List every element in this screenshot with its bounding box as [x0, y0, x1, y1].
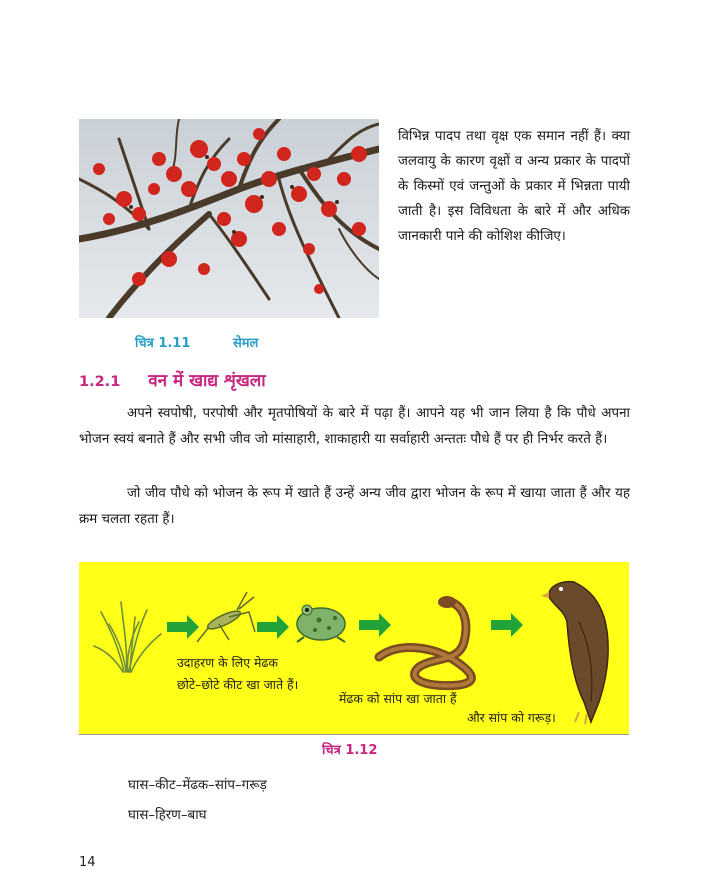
side-description: विभिन्न पादप तथा वृक्ष एक समान नहीं हैं। क्या जलवायु के कारण वृक्षों व अन्य प्रकार के पादपों के किस्मों एवं जन्तुओं के प्रकार में भिन्नता पायी जाती है। इस विविधता के बारे में और अधिक जानकारी पाने की कोशिश कीजिए। — [398, 129, 630, 244]
figure-label: सेमल — [232, 336, 259, 351]
grasshopper-icon — [197, 592, 255, 642]
figure-number: चित्र 1.11 — [135, 336, 191, 351]
paragraph-2-text: जो जीव पौधे को भोजन के रूप में खाते हैं उन्हें अन्य जीव द्वारा भोजन के रूप में खाया जाता हैं और यह क्रम चलता रहता हैं। — [79, 486, 630, 527]
paragraph-1 — [79, 401, 630, 453]
food-chain-1: घास–कीट–मेंढक–सांप–गरूड़ — [128, 778, 267, 793]
example-line-2: छोटे–छोटे कीट खा जाते हैं। — [177, 677, 299, 692]
example-line-1: उदाहरण के लिए मेढक — [177, 655, 278, 670]
grass-icon — [94, 602, 161, 672]
figure-caption-1-11 — [135, 333, 258, 351]
example-line-3: मेंढक को सांप खा जाता हैं — [339, 691, 457, 706]
page-number: 14 — [79, 855, 96, 870]
example-text-1 — [177, 652, 298, 696]
food-chain-2: घास–हिरण–बाघ — [128, 808, 207, 823]
example-line-4: और सांप को गरूड़। — [467, 710, 556, 725]
section-heading — [79, 368, 266, 391]
paragraph-2 — [79, 481, 630, 533]
snake-icon — [379, 596, 471, 686]
figure-caption-1-12: चित्र 1.12 — [322, 743, 378, 758]
eagle-icon — [541, 582, 608, 724]
semal-photo — [79, 119, 379, 318]
section-number: 1.2.1 — [79, 374, 121, 390]
paragraph-1-text: अपने स्वपोषी, परपोषी और मृतपोषियों के बारे में पढ़ा हैं। आपने यह भी जान लिया है कि पौधे अपना भोजन स्वयं बनाते हैं और सभी जीव जो मांसाहारी, शाकाहारी या सर्वाहारी अन्ततः पौधे हैं पर ही निर्भर करते हैं। — [79, 406, 630, 447]
frog-icon — [297, 605, 345, 642]
section-title: वन में खाद्य शृंखला — [148, 371, 266, 391]
